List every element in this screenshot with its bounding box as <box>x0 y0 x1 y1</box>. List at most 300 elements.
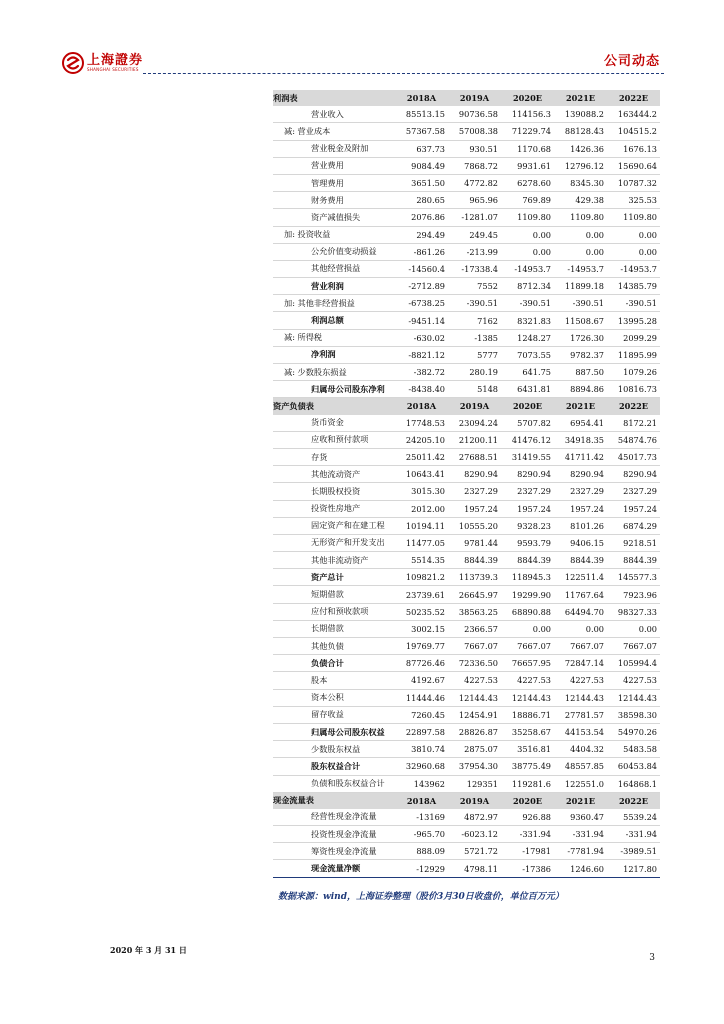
row-label: 营业税金及附加 <box>273 140 395 157</box>
table-cell: -2712.89 <box>395 278 448 295</box>
table-row <box>273 123 660 140</box>
table-cell: 8290.94 <box>554 466 607 483</box>
table-row <box>273 843 660 860</box>
table-row <box>273 534 660 551</box>
table-cell: 0.00 <box>501 620 554 637</box>
section-title: 现金流量表 <box>273 792 395 809</box>
table-cell: 9084.49 <box>395 157 448 174</box>
table-cell: 6278.60 <box>501 174 554 191</box>
table-row <box>273 741 660 758</box>
table-cell: -7781.94 <box>554 843 607 860</box>
table-cell: 71229.74 <box>501 123 554 140</box>
row-label: 长期股权投资 <box>273 483 395 500</box>
table-cell: 7667.07 <box>448 638 501 655</box>
row-label: 长期借款 <box>273 620 395 637</box>
table-cell: 3810.74 <box>395 741 448 758</box>
table-cell: 13995.28 <box>607 312 660 329</box>
table-cell: 9328.23 <box>501 517 554 534</box>
table-cell: 4872.97 <box>448 809 501 826</box>
row-label: 其他经营损益 <box>273 260 395 277</box>
table-cell: 26645.97 <box>448 586 501 603</box>
table-cell: 2327.29 <box>501 483 554 500</box>
table-cell: 637.73 <box>395 140 448 157</box>
table-cell: 6874.29 <box>607 517 660 534</box>
row-label: 筹资性现金净流量 <box>273 843 395 860</box>
table-cell: 19299.90 <box>501 586 554 603</box>
row-label: 股本 <box>273 672 395 689</box>
table-cell: 8172.21 <box>607 415 660 432</box>
table-row <box>273 174 660 191</box>
company-logo <box>62 50 143 76</box>
table-cell: 139088.2 <box>554 106 607 123</box>
table-cell: 0.00 <box>554 226 607 243</box>
table-row <box>273 517 660 534</box>
table-cell: 38563.25 <box>448 603 501 620</box>
table-row <box>273 448 660 465</box>
table-cell: 8844.39 <box>501 552 554 569</box>
table-cell: 109821.2 <box>395 569 448 586</box>
report-date: 2020 年 3 月 31 日 <box>110 945 187 955</box>
row-label: 投资性现金净流量 <box>273 826 395 843</box>
table-cell: 27781.57 <box>554 706 607 723</box>
table-cell: 22897.58 <box>395 723 448 740</box>
table-cell: 9593.79 <box>501 534 554 551</box>
row-label: 资产减值损失 <box>273 209 395 226</box>
table-cell: 113739.3 <box>448 569 501 586</box>
table-cell: 4227.53 <box>554 672 607 689</box>
table-cell: 1170.68 <box>501 140 554 157</box>
row-label: 管理费用 <box>273 174 395 191</box>
column-header: 2019A <box>448 398 501 415</box>
table-cell: -17981 <box>501 843 554 860</box>
table-cell: 769.89 <box>501 192 554 209</box>
table-cell: 87726.46 <box>395 655 448 672</box>
table-cell: 25011.42 <box>395 448 448 465</box>
row-label: 资本公积 <box>273 689 395 706</box>
table-cell: 7162 <box>448 312 501 329</box>
row-label: 归属母公司股东净利 <box>273 381 395 398</box>
table-row <box>273 243 660 260</box>
table-cell: 28826.87 <box>448 723 501 740</box>
table-cell: -6738.25 <box>395 295 448 312</box>
table-row <box>273 431 660 448</box>
table-cell: 37954.30 <box>448 758 501 775</box>
table-row <box>273 638 660 655</box>
table-cell: 145577.3 <box>607 569 660 586</box>
table-cell: 0.00 <box>607 243 660 260</box>
source-note: 数据来源：wind，上海证券整理（股价3月30日收盘价，单位百万元） <box>278 892 564 902</box>
table-cell: 104515.2 <box>607 123 660 140</box>
table-cell: 15690.64 <box>607 157 660 174</box>
row-label: 营业利润 <box>273 278 395 295</box>
table-cell: 32960.68 <box>395 758 448 775</box>
row-label: 股东权益合计 <box>273 758 395 775</box>
table-cell: 105994.4 <box>607 655 660 672</box>
table-row <box>273 415 660 432</box>
table-cell: 11477.05 <box>395 534 448 551</box>
row-label: 应付和预收款项 <box>273 603 395 620</box>
table-cell: 1426.36 <box>554 140 607 157</box>
table-cell: 8844.39 <box>554 552 607 569</box>
table-cell: 2327.29 <box>554 483 607 500</box>
table-cell: 11895.99 <box>607 346 660 363</box>
table-cell: 6431.81 <box>501 381 554 398</box>
table-cell: 12454.91 <box>448 706 501 723</box>
table-cell: -331.94 <box>607 826 660 843</box>
table-cell: 0.00 <box>607 620 660 637</box>
table-row <box>273 723 660 740</box>
table-cell: 7552 <box>448 278 501 295</box>
table-cell: 1676.13 <box>607 140 660 157</box>
row-label: 利润总额 <box>273 312 395 329</box>
table-cell: 1957.24 <box>501 500 554 517</box>
table-cell: -14953.7 <box>554 260 607 277</box>
table-cell: 9782.37 <box>554 346 607 363</box>
table-cell: 114156.3 <box>501 106 554 123</box>
table-cell: 76657.95 <box>501 655 554 672</box>
table-cell: 930.51 <box>448 140 501 157</box>
table-cell: 164868.1 <box>607 775 660 792</box>
table-cell: 72847.14 <box>554 655 607 672</box>
table-cell: 5707.82 <box>501 415 554 432</box>
table-cell: 280.19 <box>448 364 501 381</box>
logo-text <box>87 54 143 73</box>
column-header: 2021E <box>554 792 607 809</box>
table-cell: 9931.61 <box>501 157 554 174</box>
table-cell: 2327.29 <box>448 483 501 500</box>
table-cell: 641.75 <box>501 364 554 381</box>
table-cell: -6023.12 <box>448 826 501 843</box>
table-cell: 926.88 <box>501 809 554 826</box>
table-row <box>273 706 660 723</box>
table-cell: 8321.83 <box>501 312 554 329</box>
table-cell: -17338.4 <box>448 260 501 277</box>
table-cell: 2012.00 <box>395 500 448 517</box>
table-cell: 4192.67 <box>395 672 448 689</box>
table-cell: 14385.79 <box>607 278 660 295</box>
table-cell: 23739.61 <box>395 586 448 603</box>
table-cell: 887.50 <box>554 364 607 381</box>
row-label: 净利润 <box>273 346 395 363</box>
table-row <box>273 226 660 243</box>
table-cell: 888.09 <box>395 843 448 860</box>
table-row <box>273 346 660 363</box>
table-cell: -1281.07 <box>448 209 501 226</box>
table-row <box>273 192 660 209</box>
column-header: 2022E <box>607 792 660 809</box>
table-cell: 118945.3 <box>501 569 554 586</box>
column-header: 2018A <box>395 792 448 809</box>
table-cell: -1385 <box>448 329 501 346</box>
table-row <box>273 140 660 157</box>
table-cell: 7667.07 <box>607 638 660 655</box>
row-label: 财务费用 <box>273 192 395 209</box>
table-cell: 965.96 <box>448 192 501 209</box>
table-cell: 4227.53 <box>607 672 660 689</box>
table-cell: 27688.51 <box>448 448 501 465</box>
table-cell: 4772.82 <box>448 174 501 191</box>
table-cell: 1109.80 <box>554 209 607 226</box>
table-cell: -331.94 <box>501 826 554 843</box>
table-cell: 9781.44 <box>448 534 501 551</box>
table-cell: 41711.42 <box>554 448 607 465</box>
table-row <box>273 260 660 277</box>
table-row <box>273 209 660 226</box>
row-label: 投资性房地产 <box>273 500 395 517</box>
table-cell: 7923.96 <box>607 586 660 603</box>
table-row <box>273 466 660 483</box>
table-cell: 1109.80 <box>501 209 554 226</box>
table-cell: 1957.24 <box>554 500 607 517</box>
table-cell: 6954.41 <box>554 415 607 432</box>
table-cell: 280.65 <box>395 192 448 209</box>
report-header <box>60 48 664 74</box>
table-cell: 1726.30 <box>554 329 607 346</box>
table-cell: 3002.15 <box>395 620 448 637</box>
section-label: 公司动态 <box>603 54 660 69</box>
table-cell: 4227.53 <box>448 672 501 689</box>
table-cell: 10555.20 <box>448 517 501 534</box>
table-cell: 0.00 <box>501 226 554 243</box>
table-cell: 8290.94 <box>448 466 501 483</box>
table-row <box>273 569 660 586</box>
table-cell: -965.70 <box>395 826 448 843</box>
table-cell: 0.00 <box>554 243 607 260</box>
table-cell: 12796.12 <box>554 157 607 174</box>
column-header: 2020E <box>501 90 554 106</box>
table-cell: 68890.88 <box>501 603 554 620</box>
table-cell: 21200.11 <box>448 431 501 448</box>
header-divider <box>143 73 664 74</box>
table-cell: -14953.7 <box>607 260 660 277</box>
table-cell: 38775.49 <box>501 758 554 775</box>
table-cell: 0.00 <box>554 620 607 637</box>
column-header: 2021E <box>554 90 607 106</box>
table-cell: 8290.94 <box>607 466 660 483</box>
column-header: 2022E <box>607 90 660 106</box>
table-cell: 5483.58 <box>607 741 660 758</box>
table-cell: 12144.43 <box>607 689 660 706</box>
row-label: 加: 投资收益 <box>273 226 395 243</box>
table-cell: 5777 <box>448 346 501 363</box>
table-row <box>273 364 660 381</box>
table-cell: -630.02 <box>395 329 448 346</box>
column-header: 2018A <box>395 90 448 106</box>
table-cell: 54874.76 <box>607 431 660 448</box>
table-cell: 38598.30 <box>607 706 660 723</box>
table-cell: 8290.94 <box>501 466 554 483</box>
table-row <box>273 689 660 706</box>
table-cell: 98327.33 <box>607 603 660 620</box>
table-cell: 10643.41 <box>395 466 448 483</box>
table-cell: -8821.12 <box>395 346 448 363</box>
table-cell: 44153.54 <box>554 723 607 740</box>
table-row <box>273 329 660 346</box>
table-cell: -14953.7 <box>501 260 554 277</box>
table-row <box>273 483 660 500</box>
column-header: 2020E <box>501 792 554 809</box>
financial-statements-table <box>273 90 660 878</box>
table-row <box>273 381 660 398</box>
table-cell: -3989.51 <box>607 843 660 860</box>
table-cell: 12144.43 <box>554 689 607 706</box>
logo-wordmark-en: SHANGHAI SECURITIES <box>87 66 139 72</box>
table-cell: -861.26 <box>395 243 448 260</box>
table-cell: 12144.43 <box>501 689 554 706</box>
table-cell: 249.45 <box>448 226 501 243</box>
table-cell: 7667.07 <box>501 638 554 655</box>
table-cell: 8345.30 <box>554 174 607 191</box>
table-cell: 2327.29 <box>607 483 660 500</box>
table-row <box>273 312 660 329</box>
row-label: 其他流动资产 <box>273 466 395 483</box>
logo-emblem-icon <box>62 52 84 74</box>
table-cell: 7868.72 <box>448 157 501 174</box>
table-row <box>273 758 660 775</box>
section-title: 利润表 <box>273 90 395 106</box>
table-cell: 85513.15 <box>395 106 448 123</box>
page-number: 3 <box>649 953 655 963</box>
table-cell: 11767.64 <box>554 586 607 603</box>
table-cell: 60453.84 <box>607 758 660 775</box>
table-cell: 294.49 <box>395 226 448 243</box>
table-cell: 3516.81 <box>501 741 554 758</box>
table-cell: 45017.73 <box>607 448 660 465</box>
table-cell: 11508.67 <box>554 312 607 329</box>
table-cell: 88128.43 <box>554 123 607 140</box>
row-label: 公允价值变动损益 <box>273 243 395 260</box>
table-cell: 4798.11 <box>448 860 501 877</box>
table-row <box>273 295 660 312</box>
table-row <box>273 655 660 672</box>
column-header: 2020E <box>501 398 554 415</box>
table-cell: 10194.11 <box>395 517 448 534</box>
table-cell: 3015.30 <box>395 483 448 500</box>
table-cell: -17386 <box>501 860 554 877</box>
table-cell: 5514.35 <box>395 552 448 569</box>
table-cell: 4227.53 <box>501 672 554 689</box>
table-cell: 48557.85 <box>554 758 607 775</box>
table-cell: 8712.34 <box>501 278 554 295</box>
table-cell: -9451.14 <box>395 312 448 329</box>
table-cell: -331.94 <box>554 826 607 843</box>
table-cell: 31419.55 <box>501 448 554 465</box>
table-row <box>273 775 660 792</box>
table-cell: 2875.07 <box>448 741 501 758</box>
table-cell: 57367.58 <box>395 123 448 140</box>
table-cell: 8894.86 <box>554 381 607 398</box>
table-cell: 325.53 <box>607 192 660 209</box>
column-header: 2021E <box>554 398 607 415</box>
table-cell: 1217.80 <box>607 860 660 877</box>
row-label: 经营性现金净流量 <box>273 809 395 826</box>
section-header-row <box>273 398 660 415</box>
table-cell: -390.51 <box>448 295 501 312</box>
table-cell: 0.00 <box>607 226 660 243</box>
table-cell: 163444.2 <box>607 106 660 123</box>
row-label: 货币资金 <box>273 415 395 432</box>
section-header-row <box>273 792 660 809</box>
table-row <box>273 278 660 295</box>
table-cell: 72336.50 <box>448 655 501 672</box>
section-header-row <box>273 90 660 106</box>
row-label: 资产总计 <box>273 569 395 586</box>
table-cell: 10787.32 <box>607 174 660 191</box>
table-cell: 8844.39 <box>448 552 501 569</box>
table-cell: 122511.4 <box>554 569 607 586</box>
table-cell: 9406.15 <box>554 534 607 551</box>
table-cell: -12929 <box>395 860 448 877</box>
table-cell: 143962 <box>395 775 448 792</box>
table-cell: 4404.32 <box>554 741 607 758</box>
table-cell: 1079.26 <box>607 364 660 381</box>
table-cell: 24205.10 <box>395 431 448 448</box>
table-cell: 19769.77 <box>395 638 448 655</box>
table-cell: 18886.71 <box>501 706 554 723</box>
table-cell: 54970.26 <box>607 723 660 740</box>
table-cell: 17748.53 <box>395 415 448 432</box>
row-label: 现金流量净额 <box>273 860 395 877</box>
row-label: 固定资产和在建工程 <box>273 517 395 534</box>
column-header: 2022E <box>607 398 660 415</box>
row-label: 少数股东权益 <box>273 741 395 758</box>
table-cell: -13169 <box>395 809 448 826</box>
row-label: 减: 营业成本 <box>273 123 395 140</box>
table-cell: 12144.43 <box>448 689 501 706</box>
table-cell: 7260.45 <box>395 706 448 723</box>
table-row <box>273 809 660 826</box>
table-cell: 9218.51 <box>607 534 660 551</box>
row-label: 其他非流动资产 <box>273 552 395 569</box>
table-cell: 7073.55 <box>501 346 554 363</box>
table-cell: 50235.52 <box>395 603 448 620</box>
table-row <box>273 586 660 603</box>
table-cell: 90736.58 <box>448 106 501 123</box>
table-cell: 119281.6 <box>501 775 554 792</box>
table-cell: 1957.24 <box>448 500 501 517</box>
table-row <box>273 826 660 843</box>
table-row <box>273 620 660 637</box>
section-title: 资产负债表 <box>273 398 395 415</box>
table-cell: 429.38 <box>554 192 607 209</box>
table-cell: 57008.38 <box>448 123 501 140</box>
row-label: 减: 所得税 <box>273 329 395 346</box>
table-cell: 1246.60 <box>554 860 607 877</box>
table-row <box>273 500 660 517</box>
table-cell: 11899.18 <box>554 278 607 295</box>
row-label: 减: 少数股东损益 <box>273 364 395 381</box>
row-label: 留存收益 <box>273 706 395 723</box>
table-cell: 41476.12 <box>501 431 554 448</box>
logo-wordmark-cn: 上海證券 <box>87 52 144 68</box>
table-cell: 7667.07 <box>554 638 607 655</box>
row-label: 加: 其他非经营损益 <box>273 295 395 312</box>
table-cell: 1957.24 <box>607 500 660 517</box>
table-cell: -390.51 <box>501 295 554 312</box>
table-cell: 129351 <box>448 775 501 792</box>
table-cell: -382.72 <box>395 364 448 381</box>
table-cell: 1248.27 <box>501 329 554 346</box>
row-label: 其他负债 <box>273 638 395 655</box>
table-cell: 5539.24 <box>607 809 660 826</box>
table-cell: 0.00 <box>501 243 554 260</box>
row-label: 应收和预付款项 <box>273 431 395 448</box>
row-label: 负债和股东权益合计 <box>273 775 395 792</box>
table-cell: 122551.0 <box>554 775 607 792</box>
column-header: 2019A <box>448 90 501 106</box>
table-cell: -14560.4 <box>395 260 448 277</box>
table-cell: -8438.40 <box>395 381 448 398</box>
